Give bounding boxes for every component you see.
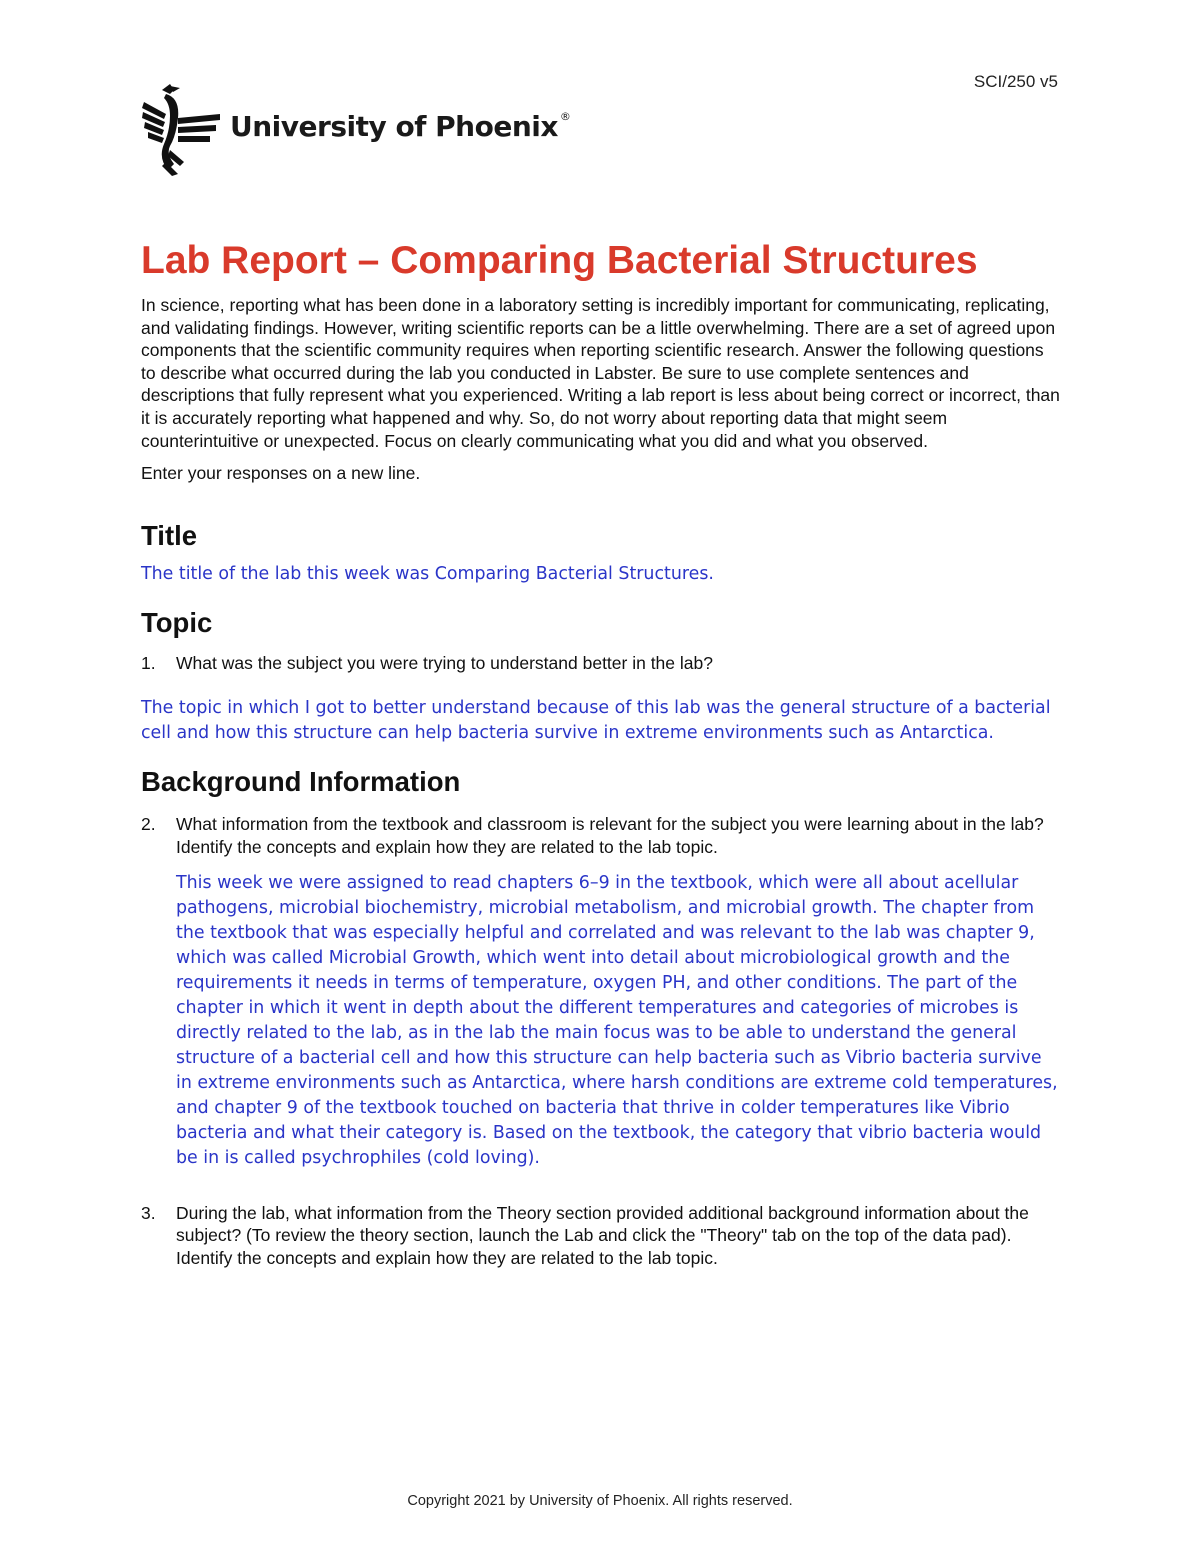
answer-title: The title of the lab this week was Comparing Bacterial Structures. [141,563,714,584]
question-number: 1. [141,652,156,673]
phoenix-bird-icon [140,84,222,176]
footer-copyright: Copyright 2021 by University of Phoenix. All rights reserved. [407,1493,793,1509]
document-body [141,238,1061,1269]
question-3 [141,1202,1061,1270]
section-heading-topic: Topic [141,606,213,638]
question-text: What was the subject you were trying to understand better in the lab? [176,652,713,673]
question-text: During the lab, what information from the Theory section provided additional background information about the subject? (To review the theory section, launch the Lab and click the "Theory" tab on the top of the data pad). Identify the concepts and explain how they are related to the lab topic. [176,1202,1029,1268]
question-number: 2. [141,814,156,835]
question-text: What information from the textbook and classroom is relevant for the subject you were learning about in the lab? Identify the concepts and explain how they are related to the lab topic. [176,814,1044,857]
registered-mark: ® [559,109,571,123]
course-code: SCI/250 v5 [973,72,1058,91]
logo-wordmark [230,110,570,143]
university-logo [140,84,570,176]
document-title: Lab Report – Comparing Bacterial Structures [141,239,978,282]
section-heading-background: Background Information [141,766,461,798]
question-2 [141,813,1061,858]
answer-topic: The topic in which I got to better understand because of this lab was the general structure of a bacterial cell and how this structure can help bacteria survive in extreme environments such as Antarctica. [141,698,1051,744]
section-heading-title: Title [141,519,198,551]
question-number: 3. [141,1202,156,1223]
answer-background: This week we were assigned to read chapters 6–9 in the textbook, which were all about acellular pathogens, microbial biochemistry, microbial metabolism, and microbial growth. The chapter from the textbook that was especially helpful and correlated and was relevant to the lab was chapter 9, which was called Microbial Growth, which went into detail about microbiological growth and the requirements it needs in terms of temperature, oxygen PH, and other conditions. The part of the chapter in which it went in depth about the different temperatures and categories of microbes is directly related to the lab, as in the lab the main focus was to be able to understand the general structure of a bacterial cell and how this structure can help bacteria such as Vibrio bacteria survive in extreme environments such as Antarctica, where harsh conditions are extreme cold temperatures, and chapter 9 of the textbook touched on bacteria that thrive in colder temperatures like Vibrio bacteria and what their category is. Based on the textbook, the category that vibrio bacteria would be in is called psychrophiles (cold loving). [176,872,1058,1168]
instruction-text: Enter your responses on a new line. [141,463,421,484]
logo-text: University of Phoenix [230,109,558,143]
intro-paragraph: In science, reporting what has been done in a laboratory setting is incredibly important for communicating, replicating, and validating findings. However, writing scientific reports can be a little overwhelming. There are a set of agreed upon components that the scientific community requires when reporting scientific research. Answer the following questions to describe what occurred during the lab you conducted in Labster. Be sure to use complete sentences and descriptions that fully represent what you experienced. Writing a lab report is less about being correct or incorrect, than it is accurately reporting what happened and why. So, do not worry about reporting data that might seem counterintuitive or unexpected. Focus on clearly communicating what you did and what you observed. [141,295,1060,451]
question-1 [141,652,1061,675]
